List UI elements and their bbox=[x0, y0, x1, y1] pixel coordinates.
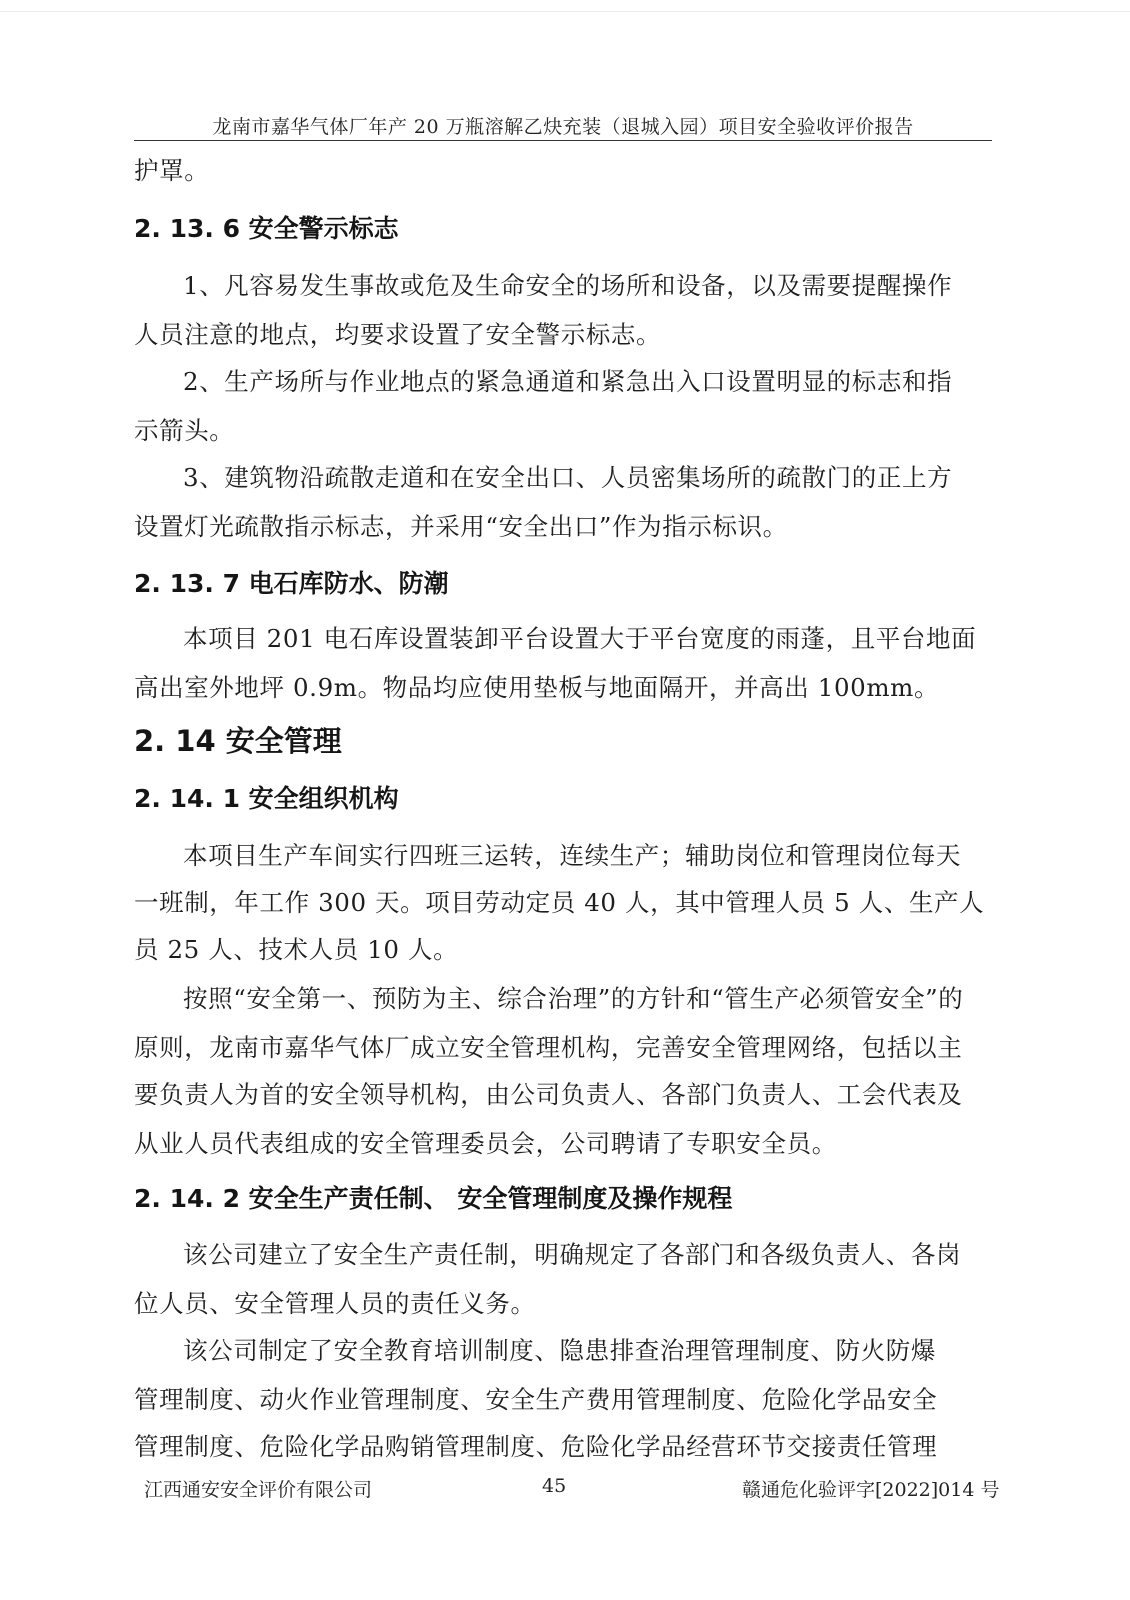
section-heading-2-13-6: 2. 13. 6 安全警示标志 bbox=[134, 214, 399, 243]
paragraph-line: 人员注意的地点，均要求设置了安全警示标志。 bbox=[134, 320, 662, 349]
paragraph-line: 管理制度、危险化学品购销管理制度、危险化学品经营环节交接责任管理 bbox=[134, 1432, 938, 1461]
paragraph-line: 本项目生产车间实行四班三运转，连续生产；辅助岗位和管理岗位每天 bbox=[183, 841, 962, 870]
chapter-heading-2-14: 2. 14 安全管理 bbox=[134, 724, 342, 758]
page-top-edge bbox=[0, 11, 1130, 12]
paragraph-line: 1、凡容易发生事故或危及生命安全的场所和设备，以及需要提醒操作 bbox=[183, 271, 953, 300]
paragraph-line: 要负责人为首的安全领导机构，由公司负责人、各部门负责人、工会代表及 bbox=[134, 1080, 963, 1109]
paragraph-line: 位人员、安全管理人员的责任义务。 bbox=[134, 1289, 536, 1318]
paragraph-line: 从业人员代表组成的安全管理委员会，公司聘请了专职安全员。 bbox=[134, 1129, 837, 1158]
paragraph-line: 本项目 201 电石库设置装卸平台设置大于平台宽度的雨蓬，且平台地面 bbox=[183, 624, 977, 653]
paragraph-line: 原则，龙南市嘉华气体厂成立安全管理机构，完善安全管理网络，包括以主 bbox=[134, 1033, 963, 1062]
paragraph-line: 示箭头。 bbox=[134, 416, 235, 445]
section-heading-2-14-2: 2. 14. 2 安全生产责任制、 安全管理制度及操作规程 bbox=[134, 1184, 733, 1213]
paragraph-line: 3、建筑物沿疏散走道和在安全出口、人员密集场所的疏散门的正上方 bbox=[183, 463, 953, 492]
running-header: 龙南市嘉华气体厂年产 20 万瓶溶解乙炔充装（退城入园）项目安全验收评价报告 bbox=[212, 116, 914, 138]
paragraph-line: 按照“安全第一、预防为主、综合治理”的方针和“管生产必须管安全”的 bbox=[183, 984, 964, 1013]
header-divider bbox=[134, 140, 992, 141]
paragraph-line: 护罩。 bbox=[134, 156, 210, 185]
page-number: 45 bbox=[542, 1475, 567, 1497]
paragraph-line: 设置灯光疏散指示标志，并采用“安全出口”作为指示标识。 bbox=[134, 512, 788, 541]
paragraph-line: 高出室外地坪 0.9m。物品均应使用垫板与地面隔开，并高出 100mm。 bbox=[134, 673, 940, 702]
paragraph-line: 一班制，年工作 300 天。项目劳动定员 40 人，其中管理人员 5 人、生产人 bbox=[134, 888, 985, 917]
footer-doc-number: 赣通危化验评字[2022]014 号 bbox=[742, 1479, 1000, 1501]
section-heading-2-13-7: 2. 13. 7 电石库防水、防潮 bbox=[134, 569, 449, 598]
paragraph-line: 2、生产场所与作业地点的紧急通道和紧急出入口设置明显的标志和指 bbox=[183, 367, 953, 396]
paragraph-line: 员 25 人、技术人员 10 人。 bbox=[134, 935, 459, 964]
paragraph-line: 该公司建立了安全生产责任制，明确规定了各部门和各级负责人、各岗 bbox=[183, 1240, 962, 1269]
section-heading-2-14-1: 2. 14. 1 安全组织机构 bbox=[134, 784, 399, 813]
footer-company: 江西通安安全评价有限公司 bbox=[144, 1479, 373, 1501]
paragraph-line: 该公司制定了安全教育培训制度、隐患排查治理管理制度、防火防爆 bbox=[183, 1336, 936, 1365]
paragraph-line: 管理制度、动火作业管理制度、安全生产费用管理制度、危险化学品安全 bbox=[134, 1385, 938, 1414]
